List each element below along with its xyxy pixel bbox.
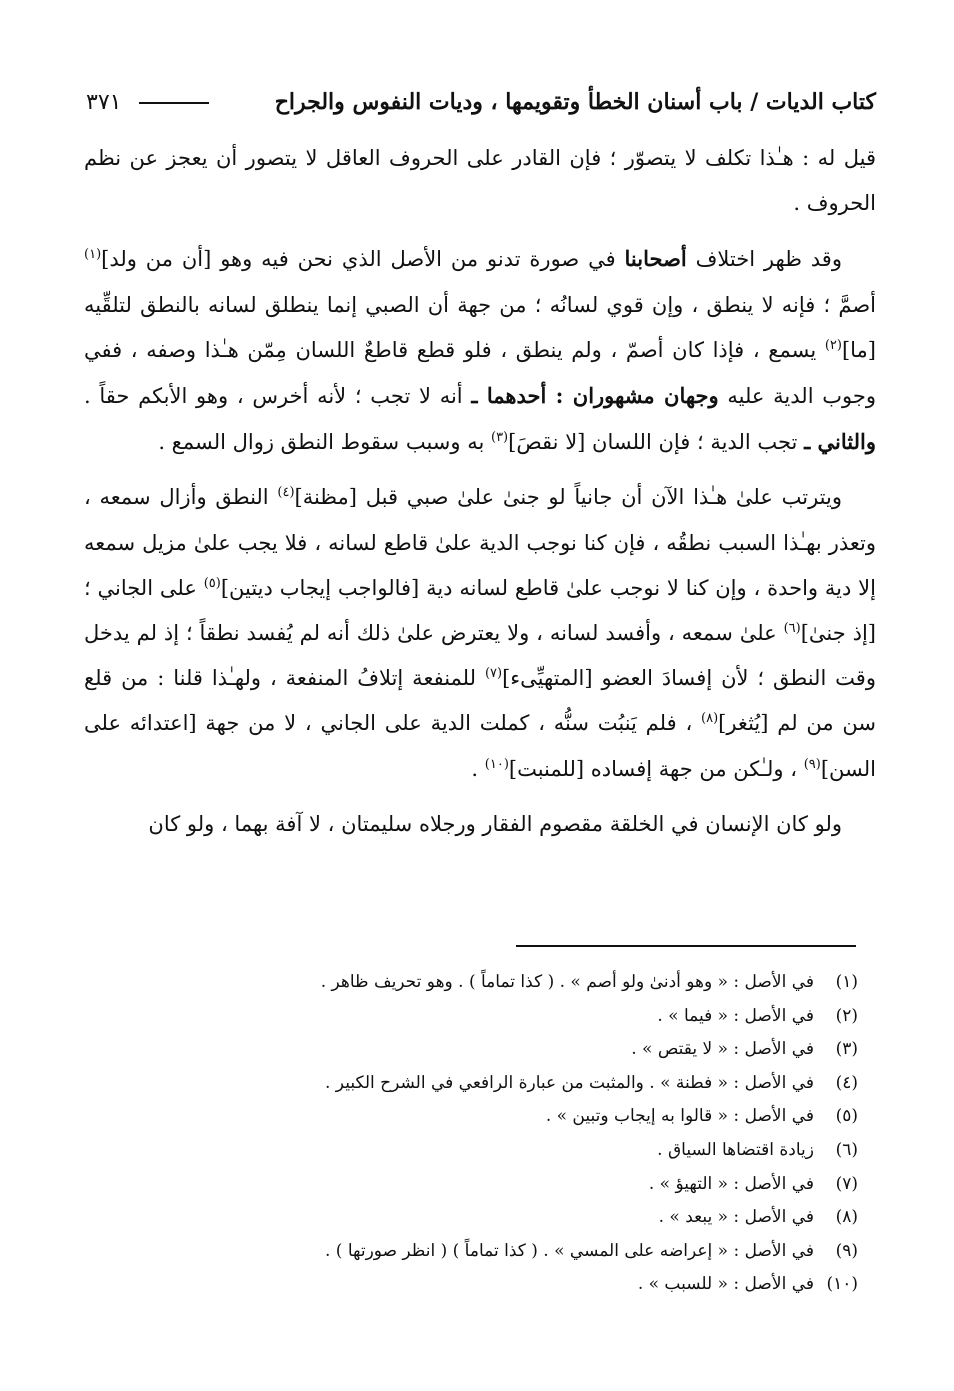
footnote-item [98, 1000, 858, 1034]
text-run: ، ولـٰكن من جهة إفساده [للمنبت] [508, 756, 804, 781]
footnote-ref: (١) [84, 247, 102, 263]
footnote-item [98, 1201, 858, 1235]
footnote-text: في الأصل : « يبعد » . [658, 1207, 814, 1228]
footnote-number: (١٠) [826, 1274, 858, 1295]
footnote-item [98, 1168, 858, 1202]
text-run: . [471, 756, 485, 781]
bold-text: وجهان مشهوران : أحدهما ـ [471, 383, 719, 409]
footnote-number: (٥) [835, 1106, 858, 1127]
footnote-text: في الأصل : « إعراضه على المسي » . ( كذا تماماً ) ( انظر صورتها ) . [325, 1240, 814, 1261]
footnote-ref: (٥) [203, 575, 221, 591]
text-run: للمنفعة إتلافُ المنفعة ، ولهـٰذا قلنا : من قلع سن من لم [يُثغر] [84, 666, 876, 736]
footnote-item [98, 1067, 858, 1101]
footnote-text: زيادة اقتضاها السياق . [657, 1139, 814, 1160]
footnote-ref: (٦) [783, 621, 801, 637]
paragraph-1 [84, 136, 876, 226]
text-run: ولو كان الإنسان في الخلقة مقصوم الفقار ورجلاه سليمتان ، لا آفة بهما ، ولو كان [148, 811, 842, 836]
footnote-text: في الأصل : « لا يقتص » . [631, 1039, 814, 1060]
paragraph-4 [84, 802, 876, 847]
header-title: كتاب الديات / باب أسنان الخطأ وتقويمها ، وديات النفوس والجراح [274, 89, 876, 115]
footnote-ref: (٣) [490, 430, 509, 446]
footnote-item [98, 1134, 858, 1168]
footnote-number: (٣) [835, 1039, 858, 1060]
bold-text: والثاني ـ [804, 429, 876, 455]
footnote-ref: (٢) [824, 337, 842, 353]
footnote-item [98, 1268, 858, 1302]
footnote-text: في الأصل : « فيما » . [657, 1005, 814, 1026]
text-run: وقد ظهر اختلاف [686, 247, 842, 272]
footnote-text: في الأصل : « فطنة » . والمثبت من عبارة الرافعي في الشرح الكبير . [325, 1072, 814, 1093]
header-rule [139, 102, 209, 104]
text-run: النطق وأزال سمعه ، وتعذر بهـٰذا السبب نطقُه ، فإن كنا نوجب الدية علىٰ قاطع لسانه ، فلا يجب علىٰ مزيل سمعه إلا دية واحدة ، وإن كنا لا نوجب علىٰ قاطع لسانه دية [فالواجب إيجاب ديتين] [84, 485, 876, 600]
paragraph-2 [84, 236, 876, 465]
footnote-item [98, 966, 858, 1000]
footnote-item [98, 1100, 858, 1134]
bold-text: أصحابنا [624, 246, 687, 272]
footnote-text: في الأصل : « وهو أدنىٰ ولو أصم » . ( كذا تماماً ) . وهو تحريف ظاهر . [320, 972, 814, 992]
footnote-number: (٧) [835, 1173, 858, 1194]
text-run: أصمَّ ؛ فإنه لا ينطق ، وإن قوي لسانُه ؛ من جهة أن الصبي إنما ينطلق لسانه بالنطق لتلقِّيه [ما] [84, 292, 876, 362]
footnotes [98, 966, 858, 1302]
footnote-number: (٢) [835, 1005, 858, 1026]
text-run: ويترتب علىٰ هـٰذا الآن أن جانياً لو جنىٰ علىٰ صبي قبل [مظنة] [294, 485, 842, 510]
text-run: أنه لا تجب ؛ لأنه أخرس ، وهو الأبكم حقاً . [84, 384, 472, 409]
text-run: تجب الدية ؛ فإن اللسان [لا نقصَ] [508, 430, 805, 455]
footnote-text: في الأصل : « للسبب » . [637, 1274, 814, 1295]
text-run: على الجاني ؛ [إذ جنىٰ] [84, 575, 877, 646]
running-header [86, 82, 876, 122]
text-run: علىٰ سمعه ، وأفسد لسانه ، ولا يعترض علىٰ ذلك أنه لم يُفسد نطقاً ؛ إذ لم يدخل وقت النطق ؛ لأن إفسادَ العضو [المتهيِّىء] [84, 621, 876, 691]
main-text [84, 136, 876, 857]
text-run: قيل له : هـٰذا تكلف لا يتصوّر ؛ فإن القادر على الحروف العاقل لا يتصور أن يعجز عن نظم الحروف . [84, 146, 876, 216]
footnote-number: (١) [835, 972, 858, 992]
footnote-number: (٦) [835, 1139, 858, 1160]
text-run: في صورة تدنو من الأصل الذي نحن فيه وهو [أن من ولد] [101, 247, 625, 272]
paragraph-3 [84, 475, 876, 791]
footnote-number: (٨) [835, 1207, 858, 1228]
footnote-item [98, 1235, 858, 1269]
footnote-ref: (٩) [803, 756, 821, 772]
footnote-ref: (٨) [701, 711, 719, 727]
text-run: ، فلم يَنبُت سنُّه ، كملت الدية على الجاني ، لا من جهة [اعتدائه على السن] [84, 711, 876, 781]
footnote-separator [516, 945, 856, 947]
footnote-item [98, 1033, 858, 1067]
footnote-number: (٤) [835, 1072, 858, 1093]
footnote-text: في الأصل : « التهيؤ » . [648, 1173, 814, 1194]
footnote-ref: (٤) [277, 485, 295, 501]
footnote-text: في الأصل : « قالوا به إيجاب وتبين » . [545, 1106, 814, 1127]
text-run: يسمع ، فإذا كان أصمّ ، ولم ينطق ، فلو قطع قاطعٌ اللسان مِمّن هـٰذا وصفه ، ففي وجوب الدية عليه [84, 337, 876, 409]
footnote-number: (٩) [835, 1240, 858, 1261]
header-page-number-group [86, 89, 219, 115]
footnote-ref: (١٠) [484, 756, 509, 772]
text-run: به وسبب سقوط النطق زوال السمع . [158, 430, 491, 455]
footnote-ref: (٧) [484, 666, 503, 682]
page-number: ٣٧١ [86, 90, 122, 115]
